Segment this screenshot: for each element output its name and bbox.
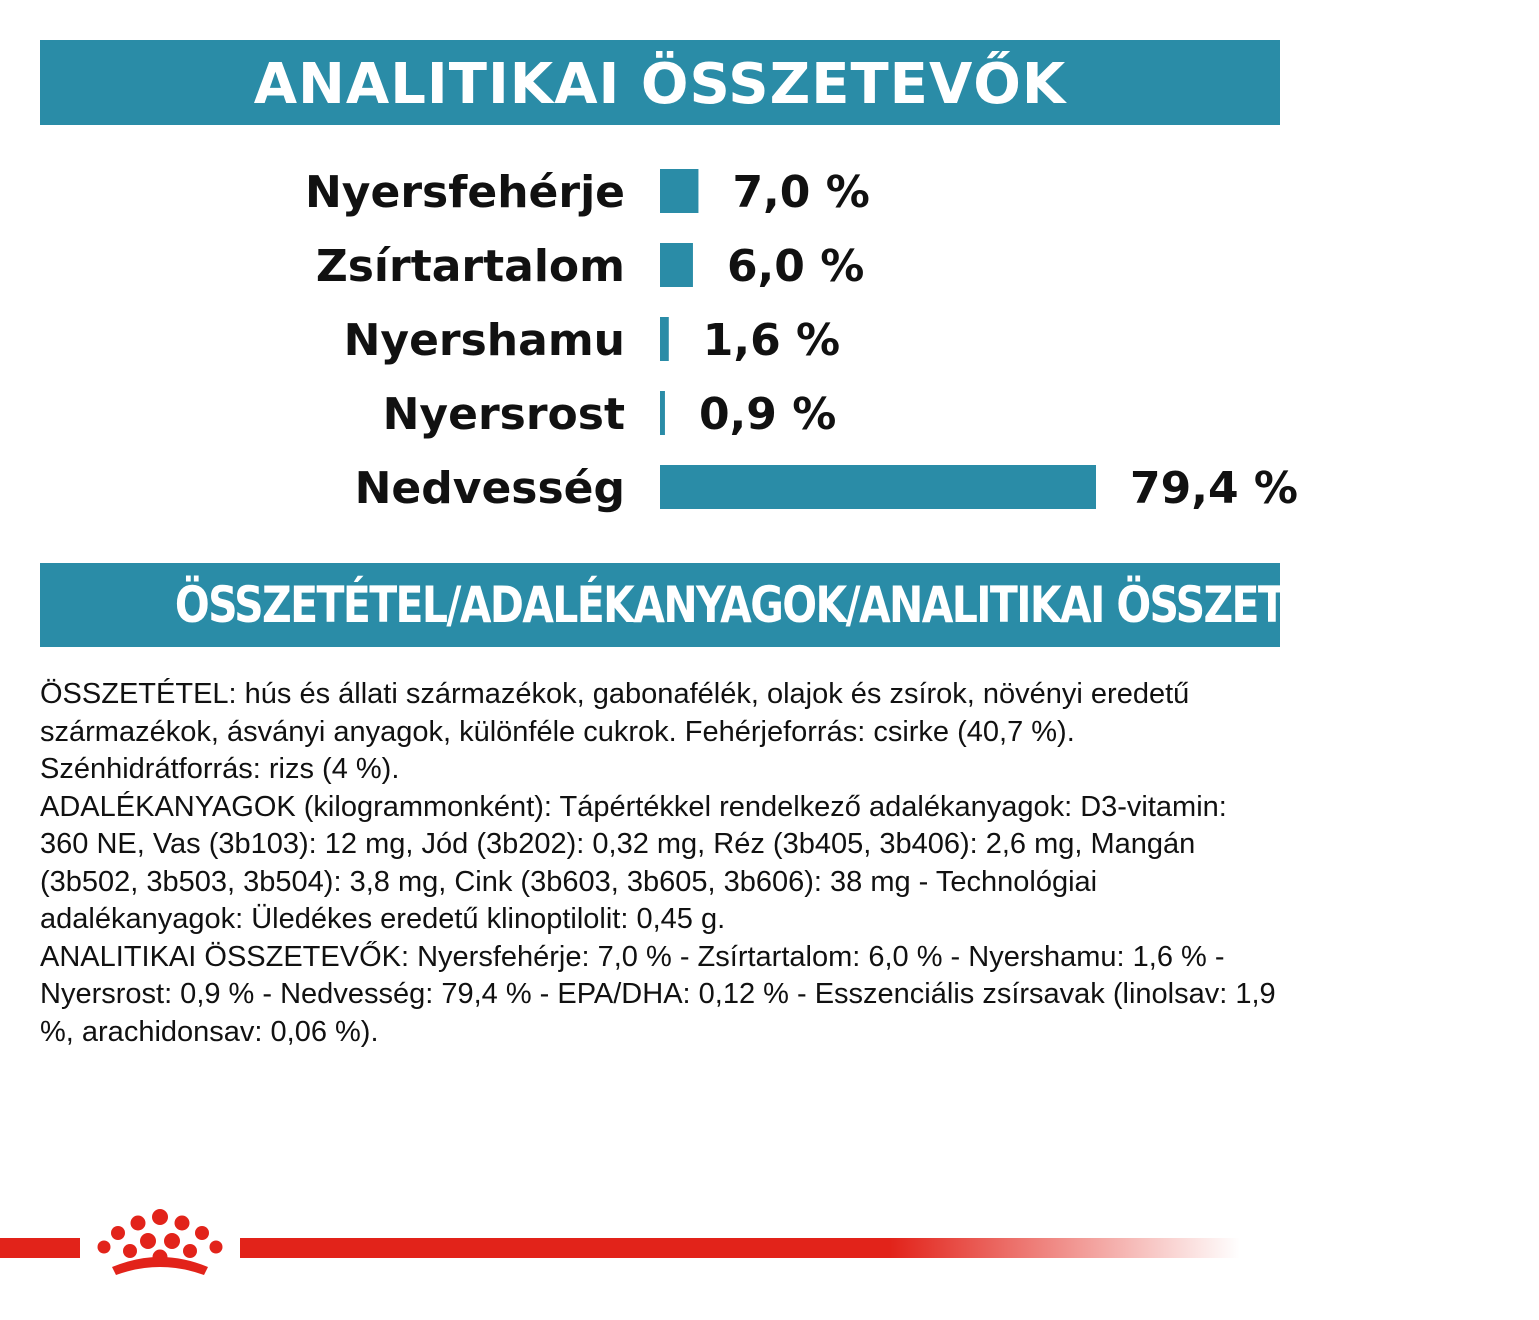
footer-red-line-right <box>240 1238 1240 1258</box>
composition-title-banner <box>40 563 1405 647</box>
value-label: 0,9 % <box>698 389 837 440</box>
composition-text <box>40 676 1280 1051</box>
analytical-title-banner <box>40 40 1280 125</box>
bar <box>660 243 693 287</box>
analytical-paragraph: ANALITIKAI ÖSSZETEVŐK: Nyersfehérje: 7,0 % - Zsírtartalom: 6,0 % - Nyershamu: 1,6 % - Nyersrost: 0,9 % - Nedvesség: 79,4 % - EPA/DHA: 0,12 % - Esszenciális zsírsavak (linolsav: 1,9 %, arachidonsav: 0,06 %). <box>40 940 1276 1048</box>
footer-red-line-left <box>0 1238 80 1258</box>
value-label: 1,6 % <box>702 315 841 366</box>
analytical-title: ANALITIKAI ÖSSZETEVŐK <box>253 52 1067 117</box>
category-label: Nyersfehérje <box>304 167 625 218</box>
category-label: Nedvesség <box>354 463 625 514</box>
bar <box>660 465 1096 509</box>
royal-canin-crown-icon <box>90 1205 230 1290</box>
bar <box>660 317 669 361</box>
bar <box>660 391 665 435</box>
analytical-bar-chart <box>0 150 1320 530</box>
category-label: Nyersrost <box>382 389 625 440</box>
composition-title: ÖSSZETÉTEL/ADALÉKANYAGOK/ANALITIKAI ÖSSZETEVŐK <box>174 576 1405 634</box>
additives-paragraph: ADALÉKANYAGOK (kilogrammonként): Tápértékkel rendelkező adalékanyagok: D3-vitamin: 360 NE, Vas (3b103): 12 mg, Jód (3b202): 0,32 mg, Réz (3b405, 3b406): 2,6 mg, Mangán (3b502, 3b503, 3b504): 3,8 mg, Cink (3b603, 3b605, 3b606): 38 mg - Technológiai adalékanyagok: Üledékes eredetű klinoptilolit: 0,45 g. <box>40 790 1227 935</box>
value-label: 79,4 % <box>1130 463 1298 514</box>
category-label: Nyershamu <box>343 315 625 366</box>
value-label: 6,0 % <box>726 241 865 292</box>
bar <box>660 169 698 213</box>
composition-paragraph: ÖSSZETÉTEL: hús és állati származékok, gabonafélék, olajok és zsírok, növényi eredetű származékok, ásványi anyagok, különféle cukrok. Fehérjeforrás: csirke (40,7 %). Szénhidrátforrás: rizs (4 %). <box>40 678 1190 785</box>
category-label: Zsírtartalom <box>315 241 625 292</box>
value-label: 7,0 % <box>732 167 870 218</box>
